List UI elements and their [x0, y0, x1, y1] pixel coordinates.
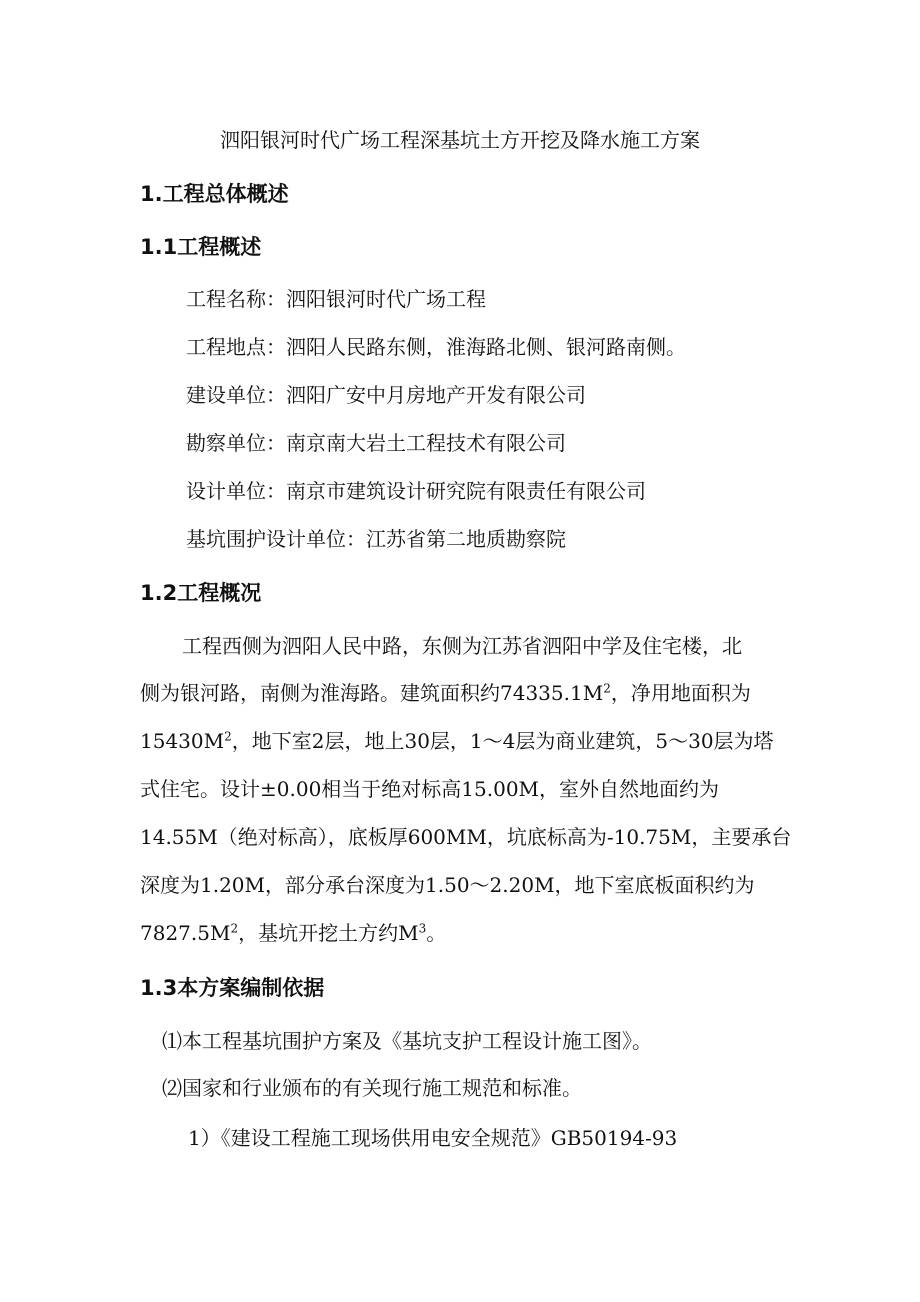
design-unit: 设计单位：南京市建筑设计研究院有限责任有限公司 [186, 479, 646, 503]
superscript-2: 2 [603, 681, 611, 696]
overview-line-3: $15430M^2$，地下室2层，地上30层，1～4层为商业建筑，5～30层为塔 [140, 729, 774, 753]
overview-line-4: 式住宅。设计±0.00相当于绝对标高15.00M，室外自然地面约为 [140, 777, 720, 801]
superscript-2: 2 [224, 729, 232, 744]
section-heading-1: 1.工程总体概述 [140, 182, 289, 206]
project-location: 工程地点：泗阳人民路东侧，淮海路北侧、银河路南侧。 [186, 335, 686, 359]
section-heading-1-1: 1.1工程概述 [140, 235, 262, 259]
overview-line-1: 工程西侧为泗阳人民中路，东侧为江苏省泗阳中学及住宅楼，北 [182, 634, 742, 658]
section-heading-1-2: 1.2工程概况 [140, 581, 262, 605]
survey-unit: 勘察单位：南京南大岩土工程技术有限公司 [186, 431, 566, 455]
superscript-3: 3 [418, 921, 427, 936]
superscript-2: 2 [230, 921, 239, 936]
overview-line-2: 侧为银河路，南侧为淮海路。建筑面积约$74335.1M^2$，净用地面积为 [140, 681, 751, 705]
construction-unit: 建设单位：泗阳广安中月房地产开发有限公司 [186, 383, 586, 407]
basis-item-2: ⑵国家和行业颁布的有关现行施工规范和标准。 [162, 1076, 582, 1100]
basis-item-1: ⑴本工程基坑围护方案及《基坑支护工程设计施工图》。 [162, 1029, 652, 1053]
overview-line-5: 14.55M（绝对标高），底板厚600MM，坑底标高为-10.75M，主要承台 [140, 825, 792, 849]
overview-line-6: 深度为1.20M，部分承台深度为1.50～2.20M，地下室底板面积约为 [140, 873, 755, 897]
overview-line-7: $7827.5M^2$，基坑开挖土方约$M^3$。 [140, 921, 447, 945]
project-name: 工程名称：泗阳银河时代广场工程 [186, 287, 486, 311]
pit-support-design-unit: 基坑围护设计单位：江苏省第二地质勘察院 [186, 527, 566, 551]
basis-sub-item-1: 1）《建设工程施工现场供用电安全规范》GB50194-93 [188, 1126, 678, 1150]
document-title: 泗阳银河时代广场工程深基坑土方开挖及降水施工方案 [220, 128, 700, 152]
section-heading-1-3: 1.3本方案编制依据 [140, 976, 325, 1000]
